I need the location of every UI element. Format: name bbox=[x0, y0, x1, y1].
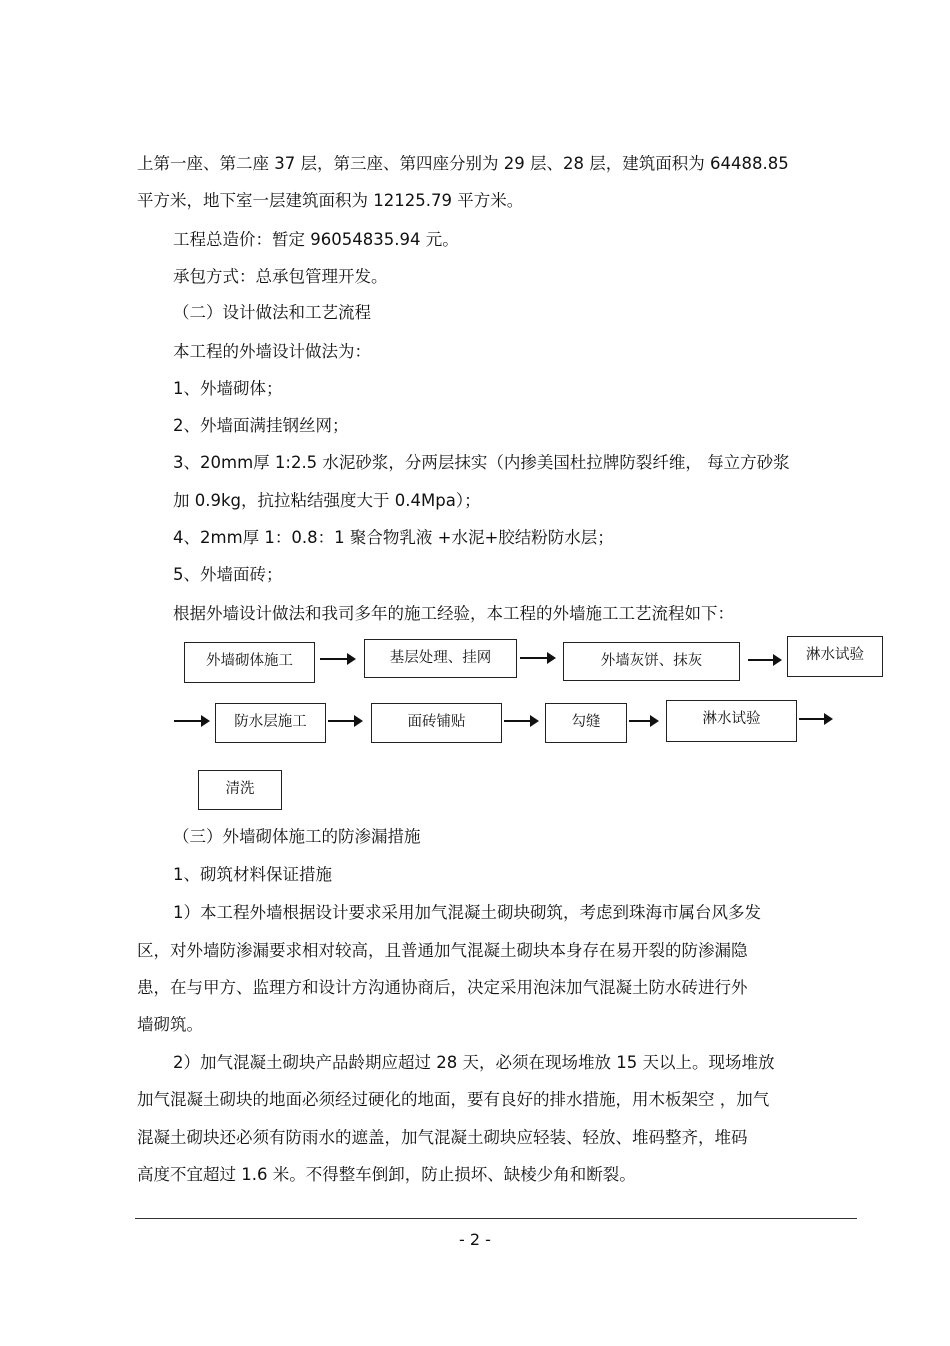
paragraph-line: 高度不宜超过 1.6 米。不得整车倒卸，防止损坏、缺棱少角和断裂。 bbox=[137, 1165, 636, 1184]
subsection-heading: 1、砌筑材料保证措施 bbox=[173, 865, 332, 884]
section-heading: （二）设计做法和工艺流程 bbox=[173, 303, 371, 322]
flow-step-masonry: 外墙砌体施工 bbox=[184, 642, 315, 683]
paragraph-line: 患，在与甲方、监理方和设计方沟通协商后，决定采用泡沫加气混凝土防水砖进行外 bbox=[137, 978, 748, 997]
flow-step-waterproof-layer: 防水层施工 bbox=[215, 703, 326, 743]
paragraph-line: 本工程的外墙设计做法为： bbox=[173, 342, 371, 361]
flow-step-tiling: 面砖铺贴 bbox=[371, 703, 502, 743]
arrow-icon bbox=[629, 720, 657, 722]
footer-rule bbox=[135, 1218, 857, 1219]
page-number: - 2 - bbox=[459, 1230, 491, 1249]
paragraph-line: 墙砌筑。 bbox=[137, 1015, 203, 1034]
paragraph-line: 承包方式：总承包管理开发。 bbox=[173, 267, 388, 286]
section-heading: （三）外墙砌体施工的防渗漏措施 bbox=[173, 827, 421, 846]
arrow-icon bbox=[320, 658, 354, 660]
paragraph-line: 根据外墙设计做法和我司多年的施工经验，本工程的外墙施工工艺流程如下： bbox=[173, 604, 734, 623]
flow-step-plastering: 外墙灰饼、抹灰 bbox=[563, 642, 740, 681]
list-item: 3、20mm厚 1:2.5 水泥砂浆，分两层抹实（内掺美国杜拉牌防裂纤维， 每立方砂浆 bbox=[173, 453, 790, 472]
arrow-icon bbox=[328, 720, 361, 722]
list-item: 4、2mm厚 1：0.8：1 聚合物乳液 +水泥+胶结粉防水层； bbox=[173, 528, 614, 547]
paragraph-line: 混凝土砌块还必须有防雨水的遮盖，加气混凝土砌块应轻装、轻放、堆码整齐，堆码 bbox=[137, 1128, 748, 1147]
list-item: 5、外墙面砖； bbox=[173, 565, 283, 584]
arrow-icon bbox=[520, 657, 554, 659]
paragraph-line: 加气混凝土砌块的地面必须经过硬化的地面，要有良好的排水措施，用木板架空 ，加气 bbox=[137, 1090, 770, 1109]
arrow-icon bbox=[748, 659, 780, 661]
list-item: 2、外墙面满挂钢丝网； bbox=[173, 416, 349, 435]
flow-step-water-test: 淋水试验 bbox=[787, 636, 883, 677]
flow-step-water-test-2: 淋水试验 bbox=[666, 700, 797, 742]
list-item-continued: 加 0.9kg，抗拉粘结强度大于 0.4Mpa）； bbox=[173, 491, 481, 510]
paragraph-line: 1）本工程外墙根据设计要求采用加气混凝土砌块砌筑，考虑到珠海市属台风多发 bbox=[173, 903, 761, 922]
paragraph-line: 2）加气混凝土砌块产品龄期应超过 28 天，必须在现场堆放 15 天以上。现场堆放 bbox=[173, 1053, 775, 1072]
arrow-icon bbox=[504, 720, 537, 722]
paragraph-line: 上第一座、第二座 37 层，第三座、第四座分别为 29 层、28 层，建筑面积为 64488.85 bbox=[137, 154, 789, 173]
paragraph-line: 区，对外墙防渗漏要求相对较高，且普通加气混凝土砌块本身存在易开裂的防渗漏隐 bbox=[137, 941, 748, 960]
paragraph-line: 工程总造价：暂定 96054835.94 元。 bbox=[173, 230, 459, 249]
list-item: 1、外墙砌体； bbox=[173, 379, 283, 398]
arrow-icon bbox=[174, 720, 208, 722]
paragraph-line: 平方米，地下室一层建筑面积为 12125.79 平方米。 bbox=[137, 191, 524, 210]
flow-step-pointing: 勾缝 bbox=[545, 703, 627, 743]
flow-step-base-treatment: 基层处理、挂网 bbox=[364, 639, 517, 678]
flow-step-cleaning: 清洗 bbox=[198, 770, 282, 810]
arrow-icon bbox=[799, 718, 831, 720]
